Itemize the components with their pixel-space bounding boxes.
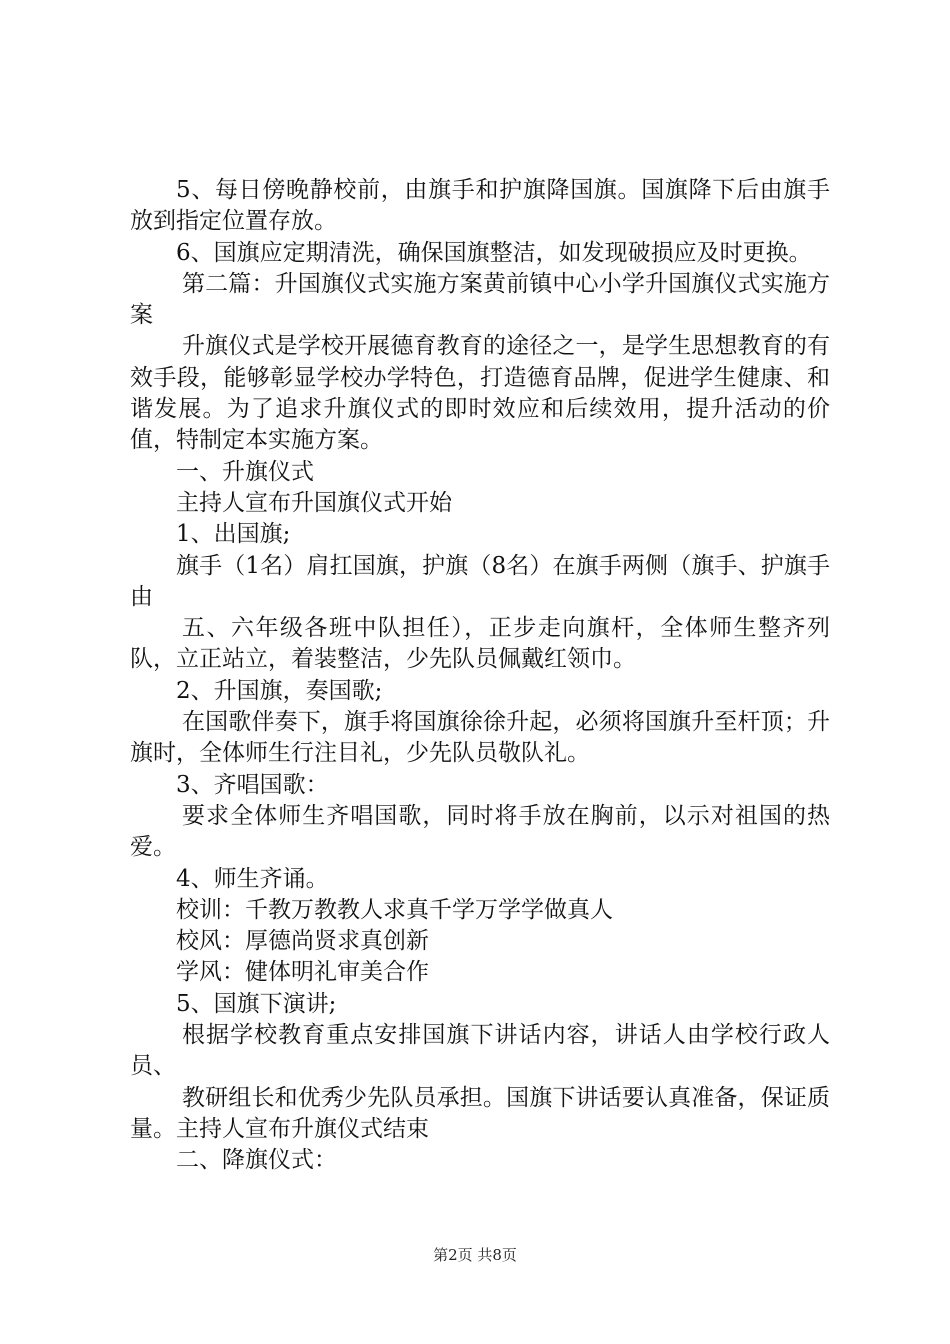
- step-5-text-a: 根据学校教育重点安排国旗下讲话内容，讲话人由学校行政人员、: [130, 1022, 830, 1080]
- step-5-text-b: 教研组长和优秀少先队员承担。国旗下讲话要认真准备，保证质量。主持人宣布升旗仪式结束: [130, 1084, 830, 1142]
- section-title-part-two: 第二篇：升国旗仪式实施方案黄前镇中心小学升国旗仪式实施方案: [130, 270, 830, 329]
- school-ethos: 校风：厚德尚贤求真创新: [176, 928, 429, 955]
- step-5-title: 5、国旗下演讲;: [176, 990, 337, 1017]
- page-number-label: 第2页 共8页: [433, 1246, 517, 1264]
- heading-lowering-ceremony: 二、降旗仪式：: [176, 1147, 337, 1174]
- step-1-text-b: 五、六年级各班中队担任），正步走向旗杆，全体师生整齐列队，立正站立，着装整洁，少先队员佩戴红领巾。: [130, 615, 830, 673]
- paragraph-lower-flag: 5、每日傍晚静校前，由旗手和护旗降国旗。国旗降下后由旗手放到指定位置存放。: [130, 177, 830, 235]
- school-motto: 校训：千教万教教人求真千学万学学做真人: [176, 896, 613, 923]
- page-footer: [0, 1244, 950, 1265]
- step-2-text: 在国歌伴奏下，旗手将国旗徐徐升起，必须将国旗升至杆顶；升旗时，全体师生行注目礼，少先队员敬队礼。: [130, 709, 830, 767]
- paragraph-clean-flag: 6、国旗应定期清洗，确保国旗整洁，如发现破损应及时更换。: [176, 239, 812, 266]
- document-body: [130, 175, 830, 1177]
- step-1-title: 1、出国旗;: [176, 521, 291, 548]
- heading-raising-ceremony: 一、升旗仪式: [176, 458, 314, 485]
- step-3-text: 要求全体师生齐唱国歌，同时将手放在胸前，以示对祖国的热爱。: [130, 802, 830, 861]
- paragraph-host-announce-start: 主持人宣布升国旗仪式开始: [176, 489, 452, 516]
- step-4-title: 4、师生齐诵。: [176, 865, 329, 892]
- study-ethos: 学风：健体明礼审美合作: [176, 959, 429, 986]
- step-1-text-a: 旗手（1名）肩扛国旗，护旗（8名）在旗手两侧（旗手、护旗手由: [130, 552, 830, 610]
- paragraph-intro: 升旗仪式是学校开展德育教育的途径之一，是学生思想教育的有效手段，能够彰显学校办学特色，打造德育品牌，促进学生健康、和谐发展。为了追求升旗仪式的即时效应和后续效用，提升活动的价值，特制定本实施方案。: [130, 333, 830, 454]
- step-2-title: 2、升国旗，奏国歌;: [176, 677, 383, 704]
- step-3-title: 3、齐唱国歌：: [176, 771, 329, 798]
